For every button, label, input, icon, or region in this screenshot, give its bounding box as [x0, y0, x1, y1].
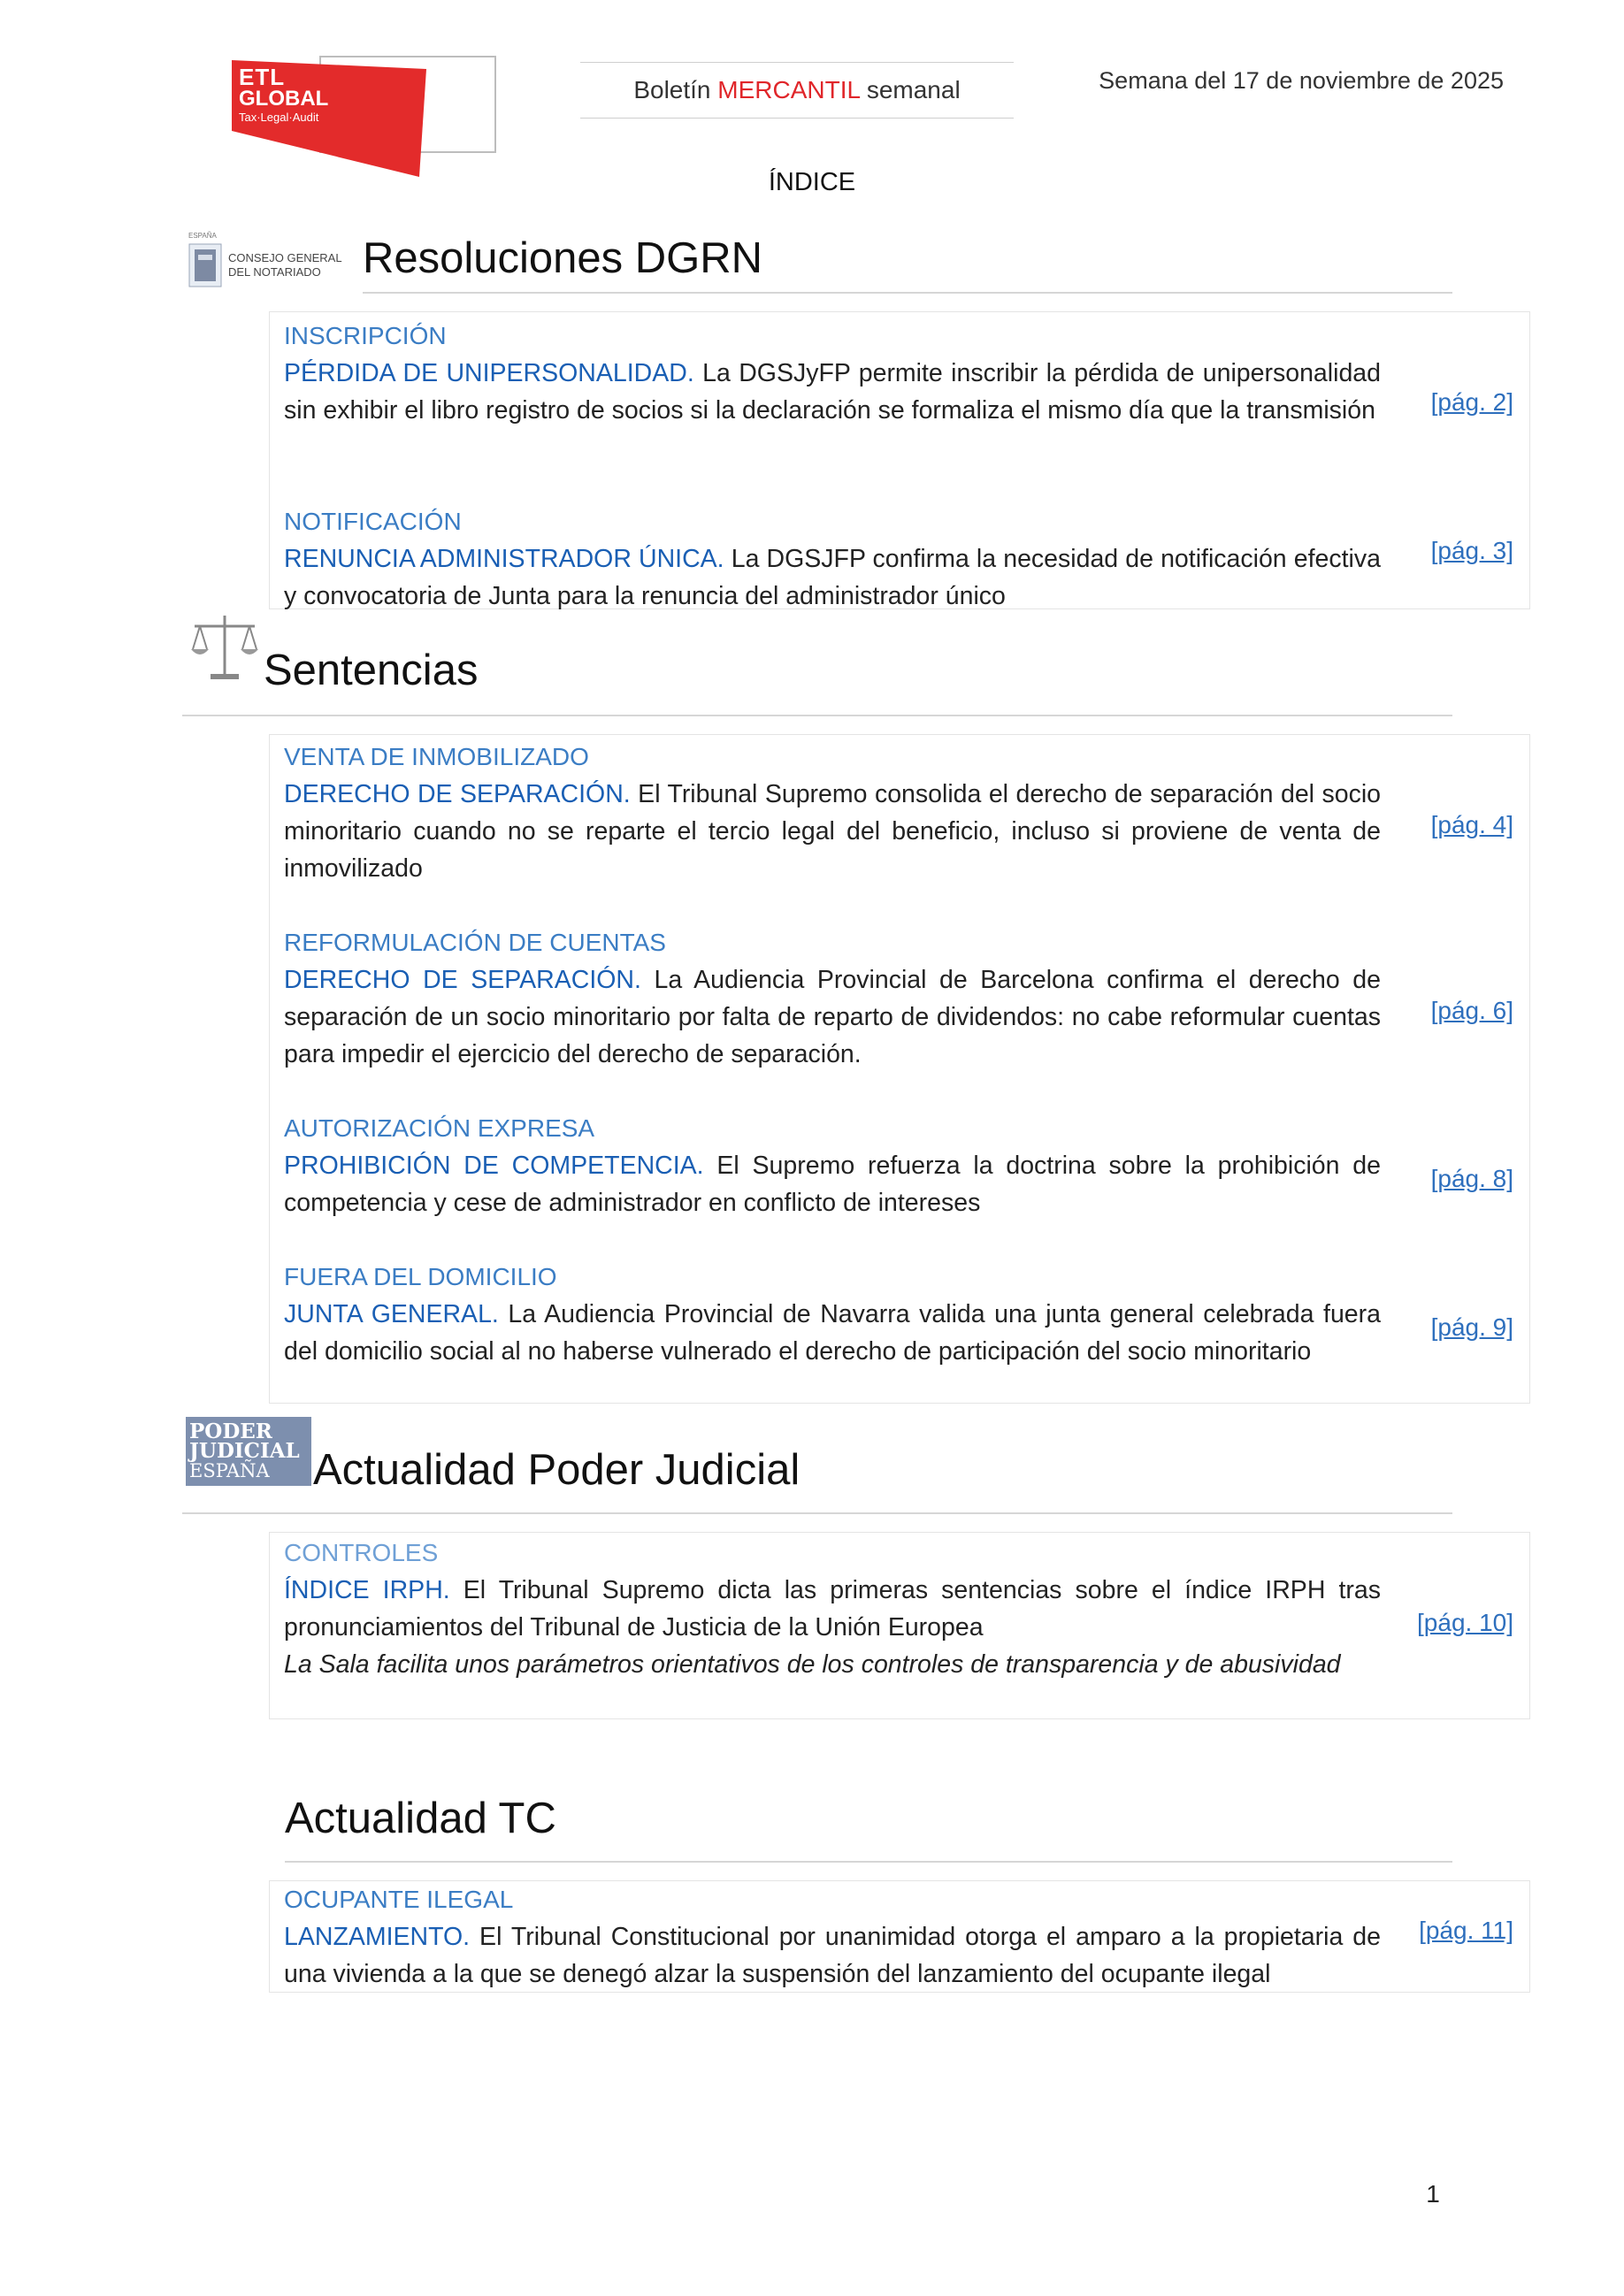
list-item — [284, 1259, 1381, 1370]
bulletin-title-accent: MERCANTIL — [717, 76, 861, 103]
poder-logo-line2: JUDICIAL — [189, 1439, 300, 1463]
entry-category: OCUPANTE ILEGAL — [284, 1886, 514, 1913]
notariado-small-text: ESPAÑA — [188, 232, 217, 240]
week-date: Semana del 17 de noviembre de 2025 — [1099, 67, 1504, 94]
entry-text — [284, 355, 1381, 429]
entry-headline: ÍNDICE IRPH. — [284, 1576, 450, 1604]
entries-box-dgrn — [269, 311, 1530, 609]
list-item — [284, 1881, 1381, 1993]
entry-category: CONTROLES — [284, 1539, 439, 1566]
list-item — [284, 924, 1381, 1073]
page-link[interactable]: [pág. 4] — [1430, 811, 1513, 838]
entry-text — [284, 961, 1381, 1073]
list-item — [284, 318, 1381, 429]
logo-tagline: Tax·Legal·Audit — [239, 111, 319, 124]
bulletin-title — [580, 62, 1014, 119]
entry-body: El Tribunal Supremo dicta las primeras sentencias sobre el índice IRPH tras pronunciamientos del Tribunal de Justicia de la Unión Europea — [284, 1576, 1381, 1642]
list-item — [284, 503, 1381, 615]
section-divider — [363, 292, 1452, 294]
bulletin-title-suffix: semanal — [860, 76, 961, 103]
section-title-tc: Actualidad TC — [285, 1795, 556, 1842]
entry-text — [284, 1147, 1381, 1221]
entry-category: VENTA DE INMOBILIZADO — [284, 743, 589, 770]
entry-text — [284, 1572, 1381, 1646]
entry-subtext: La Sala facilita unos parámetros orientativos de los controles de transparencia y de abusividad — [284, 1650, 1341, 1679]
poder-logo-line1: PODER — [189, 1420, 272, 1443]
page-link[interactable]: [pág. 11] — [1419, 1917, 1513, 1944]
entry-headline: PÉRDIDA DE UNIPERSONALIDAD. — [284, 359, 694, 387]
entry-category: AUTORIZACIÓN EXPRESA — [284, 1114, 595, 1142]
logo-etl-text: ETL — [239, 64, 286, 90]
list-item — [284, 1534, 1381, 1683]
section-title-poder-judicial: Actualidad Poder Judicial — [313, 1446, 801, 1494]
entry-body: La Audiencia Provincial de Navarra valida una junta general celebrada fuera del domicilio social al no haberse vulnerado el derecho de participación del socio minoritario — [284, 1300, 1381, 1366]
entry-body: La DGSJFP confirma la necesidad de notificación efectiva y convocatoria de Junta para la renuncia del administrador único — [284, 545, 1381, 610]
entry-text — [284, 1296, 1381, 1370]
notariado-line1: CONSEJO GENERAL — [228, 251, 342, 264]
page-link[interactable]: [pág. 2] — [1430, 388, 1513, 416]
index-title: ÍNDICE — [768, 168, 856, 196]
section-divider — [182, 715, 1452, 716]
entries-box-tc — [269, 1880, 1530, 1993]
entry-category: NOTIFICACIÓN — [284, 508, 462, 535]
page-link[interactable]: [pág. 9] — [1430, 1313, 1513, 1341]
bulletin-title-prefix: Boletín — [633, 76, 718, 103]
section-divider — [285, 1861, 1452, 1863]
entry-body: La DGSJyFP permite inscribir la pérdida de unipersonalidad sin exhibir el libro registro de socios si la declaración se formaliza el mismo día que la transmisión — [284, 359, 1381, 425]
entry-category: REFORMULACIÓN DE CUENTAS — [284, 929, 666, 956]
list-item — [284, 739, 1381, 887]
entry-headline: PROHIBICIÓN DE COMPETENCIA. — [284, 1152, 704, 1180]
section-title-sentencias: Sentencias — [264, 647, 479, 694]
entries-box-poder-judicial — [269, 1532, 1530, 1719]
logo-global-text: GLOBAL — [239, 87, 329, 111]
entry-headline: DERECHO DE SEPARACIÓN. — [284, 780, 631, 808]
notariado-logo — [188, 232, 347, 302]
etl-global-logo — [232, 53, 497, 177]
poder-logo-line3: ESPAÑA — [189, 1460, 270, 1481]
entries-box-sentencias — [269, 734, 1530, 1404]
page-link[interactable]: [pág. 3] — [1430, 537, 1513, 564]
notariado-emblem-icon — [188, 232, 223, 302]
entry-text — [284, 776, 1381, 887]
entry-text — [284, 1918, 1381, 1993]
list-item — [284, 1110, 1381, 1221]
page-number: 1 — [1426, 2180, 1440, 2208]
entry-body: El Supremo refuerza la doctrina sobre la prohibición de competencia y cese de administrador en conflicto de intereses — [284, 1152, 1381, 1217]
section-divider — [182, 1512, 1452, 1514]
entry-body: El Tribunal Supremo consolida el derecho de separación del socio minoritario cuando no se reparte el tercio legal del beneficio, incluso si proviene de venta de inmovilizado — [284, 780, 1381, 883]
entry-headline: RENUNCIA ADMINISTRADOR ÚNICA. — [284, 545, 724, 573]
entry-text — [284, 540, 1381, 615]
scales-of-justice-icon — [189, 612, 260, 685]
entry-body: El Tribunal Constitucional por unanimidad otorga el amparo a la propietaria de una vivienda a la que se denegó alzar la suspensión del lanzamiento del ocupante ilegal — [284, 1923, 1381, 1988]
entry-category: FUERA DEL DOMICILIO — [284, 1263, 557, 1290]
page-link[interactable]: [pág. 10] — [1417, 1609, 1513, 1636]
page-link[interactable]: [pág. 6] — [1430, 997, 1513, 1024]
entry-body: La Audiencia Provincial de Barcelona confirma el derecho de separación de un socio minoritario por falta de reparto de dividendos: no cabe reformular cuentas para impedir el ejercicio del derecho de separación. — [284, 966, 1382, 1068]
entry-headline: JUNTA GENERAL. — [284, 1300, 499, 1328]
entry-headline: LANZAMIENTO. — [284, 1923, 471, 1951]
section-title-dgrn: Resoluciones DGRN — [363, 234, 763, 282]
entry-category: INSCRIPCIÓN — [284, 322, 447, 349]
poder-judicial-logo — [186, 1417, 311, 1486]
notariado-line2: DEL NOTARIADO — [228, 265, 321, 279]
entry-headline: DERECHO DE SEPARACIÓN. — [284, 966, 641, 994]
page-link[interactable]: [pág. 8] — [1430, 1165, 1513, 1192]
